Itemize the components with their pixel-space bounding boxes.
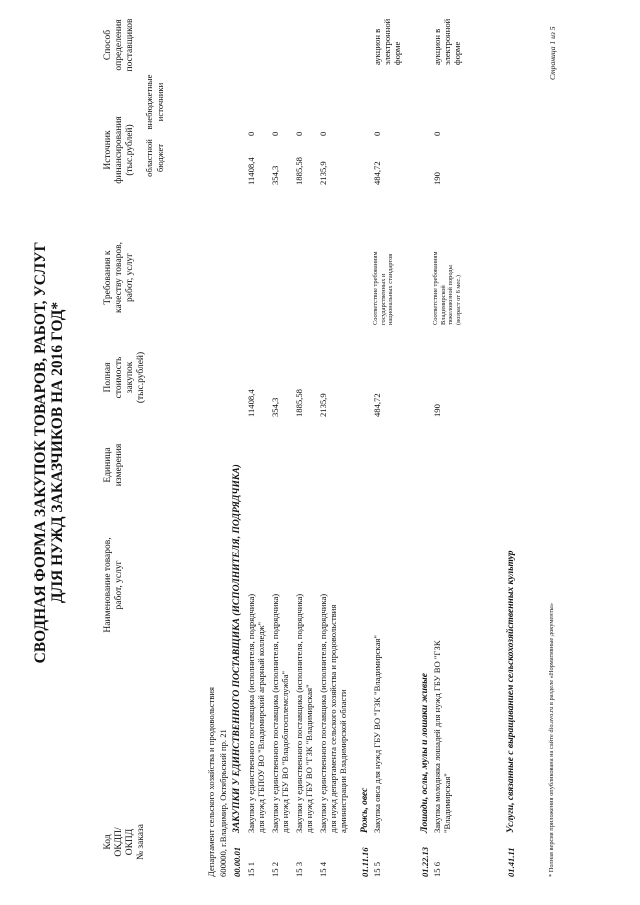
row-regional: 484,72 (372, 161, 382, 185)
row-total: 484,72 (372, 393, 382, 417)
table-row-number: 15 1 (246, 861, 256, 877)
section-code: 01.22.13 (420, 846, 430, 877)
row-name: Закупки у единственного поставщика (исполнителя, подрядчика) для нужд департамента сельского хозяйства и продовольствия администрации Владимирской области (318, 593, 348, 833)
row-name: Закупки у единственного поставщика (исполнителя, подрядчика) для нужд ГБУ ВО "ГЗК "Владимирская" (294, 593, 314, 833)
section-title: Рожь, овес (360, 787, 370, 833)
header-method: Способ определения поставщиков (103, 18, 135, 72)
footnote: * Полная версия приложения опубликована на сайте dio.avo.ru в разделе «Нормативные документы» (548, 603, 555, 877)
row-extra: 0 (270, 131, 280, 136)
row-name: Закупка молодняка лошадей для нужд ГБУ ВО "ГЗК "Владимирская" (432, 640, 452, 833)
row-total: 354,3 (270, 397, 280, 417)
header-name: Наименование товаров, работ, услуг (103, 537, 124, 633)
row-requirements: Соответствие требованиям Владимирской тяжеловозной породы (возраст от 6 мес.) (432, 251, 462, 325)
row-regional: 2135,9 (318, 161, 328, 185)
row-extra: 0 (246, 131, 256, 136)
row-requirements: Соответствие требованиям государственных и национальных стандартов (372, 251, 395, 325)
section-code: 00.00.01 (232, 846, 242, 877)
page-number: Страница 1 из 5 (548, 26, 557, 80)
title-line-2: ДЛЯ НУЖД ЗАКАЗЧИКОВ НА 2016 ГОД* (49, 301, 66, 604)
header-source-regional: областной бюджет (144, 139, 165, 177)
table-row-number: 15 5 (372, 861, 382, 877)
row-total: 190 (432, 404, 442, 417)
row-name: Закупки у единственного поставщика (исполнителя, подрядчика) для нужд ГБПОУ ВО "Владимирский аграрный колледж" (246, 593, 266, 833)
table-row-number: 15 3 (294, 861, 304, 877)
row-regional: 190 (432, 172, 442, 185)
row-extra: 0 (294, 131, 304, 136)
row-total: 2135,9 (318, 393, 328, 417)
row-total: 1885,58 (294, 389, 304, 417)
header-code: Код ОКДП/ ОКПД № заказа (103, 823, 146, 861)
header-total: Полная стоимость закупок (тыс.рублей) (103, 351, 146, 404)
section-code: 01.11.16 (360, 847, 370, 877)
row-name: Закупки у единственного поставщика (исполнителя, подрядчика) для нужд ГБУ ВО "Владоблгосплемслужба" (270, 593, 290, 833)
row-regional: 11408,4 (246, 157, 256, 185)
table-row-number: 15 2 (270, 861, 280, 877)
department-address: 600000, г.Владимир, Октябрьский пр. 21 (218, 729, 228, 877)
row-regional: 354,3 (270, 165, 280, 185)
header-requirements: Требования к качеству товаров, работ, услуг (103, 242, 135, 313)
department-name: Департамент сельского хозяйства и продовольствия (206, 687, 216, 877)
table-row-number: 15 4 (318, 861, 328, 877)
row-method: аукцион в электронной форме (432, 18, 462, 65)
title-line-1: СВОДНАЯ ФОРМА ЗАКУПОК ТОВАРОВ, РАБОТ, УСЛУГ (32, 241, 49, 664)
row-extra: 0 (432, 131, 442, 136)
row-method: аукцион в электронной форме (372, 18, 402, 65)
section-code: 01.41.11 (506, 847, 516, 877)
row-extra: 0 (372, 131, 382, 136)
document-title (32, 100, 66, 805)
row-extra: 0 (318, 131, 328, 136)
section-title: Услуги, связанные с выращиванием сельскохозяйственных культур (506, 550, 516, 833)
row-regional: 1885,58 (294, 157, 304, 185)
header-unit: Единица измерения (103, 443, 124, 487)
section-title: ЗАКУПКИ У ЕДИНСТВЕННОГО ПОСТАВЩИКА (ИСПОЛНИТЕЛЯ, ПОДРЯДЧИКА) (232, 464, 242, 833)
header-source: Источник финансирования (тыс.рублей) (103, 116, 135, 184)
section-title: Лошади, ослы, мулы и лошаки живые (420, 673, 430, 833)
row-name: Закупка овса для нужд ГБУ ВО "ГЗК "Владимирская" (372, 635, 382, 833)
table-row-number: 15 6 (432, 861, 442, 877)
header-source-extra: внебюджетные источники (144, 74, 165, 130)
row-total: 11408,4 (246, 389, 256, 417)
